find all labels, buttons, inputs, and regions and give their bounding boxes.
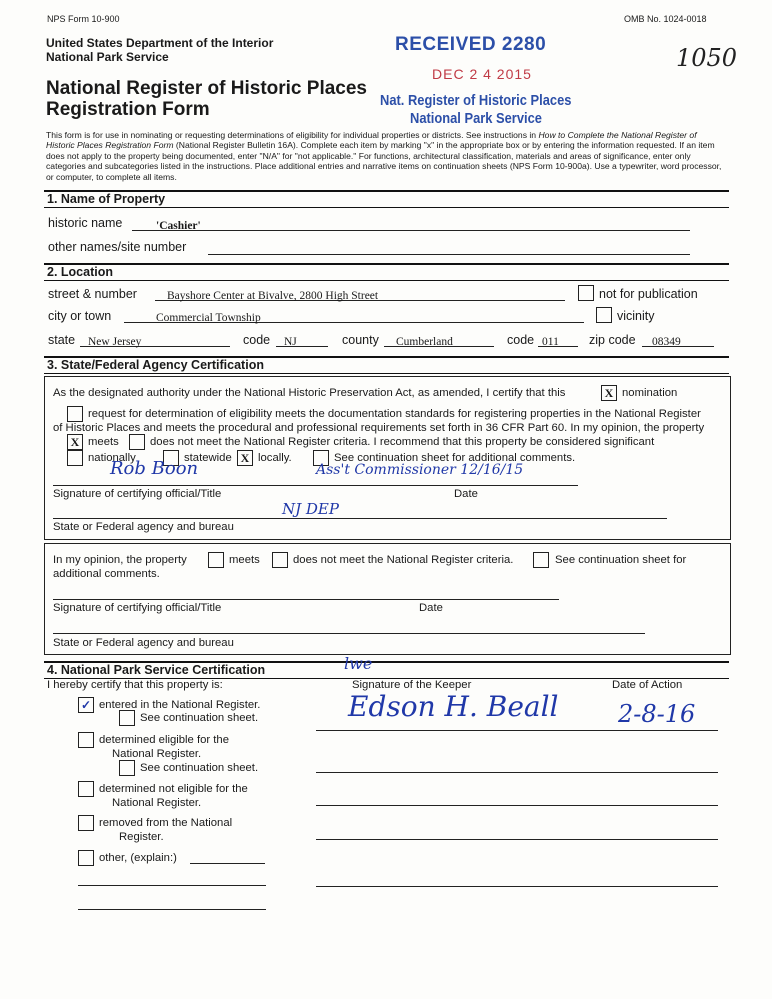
historic-name-field[interactable]: 'Cashier' [132,216,690,231]
nomination-checkbox[interactable]: X [601,385,617,401]
opinion-not-meet-label: does not meet the National Register criteria. [293,554,514,566]
form-number: NPS Form 10-900 [47,14,120,24]
agency-label-2: State or Federal agency and bureau [53,637,234,649]
keeper-signature-label: Signature of the Keeper [352,679,472,691]
other-explain-line-3[interactable] [78,909,266,910]
not-eligible-line [316,805,718,806]
meets-label: meets [88,436,119,448]
received-stamp: RECEIVED 2280 [395,34,547,55]
request-determination-checkbox[interactable] [67,406,83,422]
other-names-label: other names/site number [48,240,187,254]
nationally-label: nationally [88,452,136,464]
locally-label: locally. [258,452,292,464]
not-eligible-checkbox[interactable] [78,781,94,797]
city-label: city or town [48,309,112,323]
county-code-field[interactable]: 011 [538,332,578,347]
opinion-meets-checkbox[interactable] [208,552,224,568]
signature-label: Signature of certifying official/Title [53,488,222,500]
request-determination-text: request for determination of eligibility meets the documentation standards for registering properties in the National Register [88,408,701,420]
does-not-meet-label: does not meet the National Register criteria. I recommend that this property be considered significant [150,436,655,448]
certification-statement: As the designated authority under the National Historic Preservation Act, as amended, I certify that this [53,387,566,399]
entered-checkbox[interactable]: ✓ [78,697,94,713]
signature-label-2: Signature of certifying official/Title [53,602,222,614]
department-line: United States Department of the Interior [46,36,274,50]
does-not-meet-checkbox[interactable] [129,434,145,450]
certifying-agency-handwritten: NJ DEP [282,500,339,518]
state-field[interactable]: New Jersey [80,332,230,347]
opinion-meets-label: meets [229,554,260,566]
zip-field[interactable]: 08349 [642,332,714,347]
historic-name-label: historic name [48,216,123,230]
street-label: street & number [48,287,137,301]
not-for-publication-label: not for publication [599,287,698,301]
determined-eligible-label: determined eligible for the [99,734,229,746]
entered-line [316,730,718,731]
zip-label: zip code [589,333,636,347]
signature-line [53,485,578,486]
agency-line-2 [53,633,645,634]
nationally-checkbox[interactable] [67,450,83,466]
signature-date-label: Date [454,488,478,500]
certifying-signature: Rob Boon [110,458,199,479]
removed-label: removed from the National [99,817,233,829]
opinion-continuation-checkbox[interactable] [533,552,549,568]
vicinity-label: vicinity [617,309,655,323]
see-continuation-label: See continuation sheet for additional comments. [334,452,576,464]
date-of-action-value: 2-8-16 [618,700,696,728]
other-line [316,886,718,887]
register-stamp-line1: Nat. Register of Historic Places [380,92,572,109]
removed-label-2: Register. [119,831,164,843]
county-field[interactable]: Cumberland [384,332,494,347]
requirements-text: of Historic Places and meets the procedural and professional requirements set forth in 36 CFR Part 60. In my opinion, the property [53,422,705,434]
other-explain-line-2[interactable] [78,885,266,886]
meets-checkbox[interactable]: X [67,434,83,450]
keeper-signature: Edson H. Beall [348,690,559,723]
entered-label: entered in the National Register. [99,699,261,711]
register-stamp-line2: National Park Service [410,110,542,127]
street-field[interactable]: Bayshore Center at Bivalve, 2800 High Street [155,286,565,301]
other-label: other, (explain:) [99,852,177,864]
keeper-initials: lwe [344,654,373,673]
signature-line-2 [53,599,559,600]
entered-continuation-label: See continuation sheet. [140,712,259,724]
city-field[interactable]: Commercial Township [124,308,584,323]
section2-heading: 2. Location [44,263,729,281]
not-eligible-label-2: National Register. [112,797,202,809]
county-label: county [342,333,379,347]
agency-line: National Park Service [46,50,169,64]
section4-heading: 4. National Park Service Certification [44,661,729,679]
opinion-not-meet-checkbox[interactable] [272,552,288,568]
nomination-label: nomination [622,387,678,399]
state-code-field[interactable]: NJ [276,332,328,347]
section3-heading: 3. State/Federal Agency Certification [44,356,729,374]
determined-eligible-label-2: National Register. [112,748,202,760]
other-checkbox[interactable] [78,850,94,866]
handwritten-file-number: 1050 [676,44,738,72]
intro-paragraph: This form is for use in nominating or requesting determinations of eligibility for individual properties or districts. See instructions in How to Complete the National Register of Historic Places Registration Form (National Register Bulletin 16A). Complete each item by marking "x" in the appropriate box or by entering the information requested. If an item does not apply to the property being documented, enter "N/A" for "not applicable." For functions, architectural classification, materials and areas of significance, enter only categories and subcategories listed in the instructions. Place additional entries and narrative items on continuation sheets (NPS Form 10-900a). Use a typewriter, word processor, or computer, to complete all items. [46,130,722,182]
eligible-continuation-label: See continuation sheet. [140,762,259,774]
agency-line [53,518,667,519]
date-of-action-label: Date of Action [612,679,683,691]
statewide-label: statewide [184,452,232,464]
certify-text: I hereby certify that this property is: [47,679,223,691]
signature-date-label-2: Date [419,602,443,614]
eligible-line [316,772,718,773]
not-for-publication-checkbox[interactable] [578,285,594,301]
form-title-line1: National Register of Historic Places [46,78,367,99]
received-date-stamp: DEC 2 4 2015 [432,66,532,82]
removed-line [316,839,718,840]
state-label: state [48,333,76,347]
opinion-text: In my opinion, the property [53,554,187,566]
form-title-line2: Registration Form [46,99,210,120]
omb-number: OMB No. 1024-0018 [624,14,707,24]
agency-label: State or Federal agency and bureau [53,521,234,533]
removed-checkbox[interactable] [78,815,94,831]
other-explain-line[interactable] [190,863,265,864]
locally-checkbox[interactable]: X [237,450,253,466]
opinion-continuation-label: See continuation sheet for [555,554,687,566]
eligible-continuation-checkbox[interactable] [119,760,135,776]
county-code-label: code [507,333,535,347]
vicinity-checkbox[interactable] [596,307,612,323]
certifying-title-date: Ass't Commissioner 12/16/15 [316,462,524,478]
entered-continuation-checkbox[interactable] [119,710,135,726]
other-names-field[interactable] [208,240,690,255]
section1-heading: 1. Name of Property [44,190,729,208]
opinion-additional-label: additional comments. [53,568,160,580]
determined-eligible-checkbox[interactable] [78,732,94,748]
not-eligible-label: determined not eligible for the [99,783,248,795]
state-code-label: code [243,333,271,347]
